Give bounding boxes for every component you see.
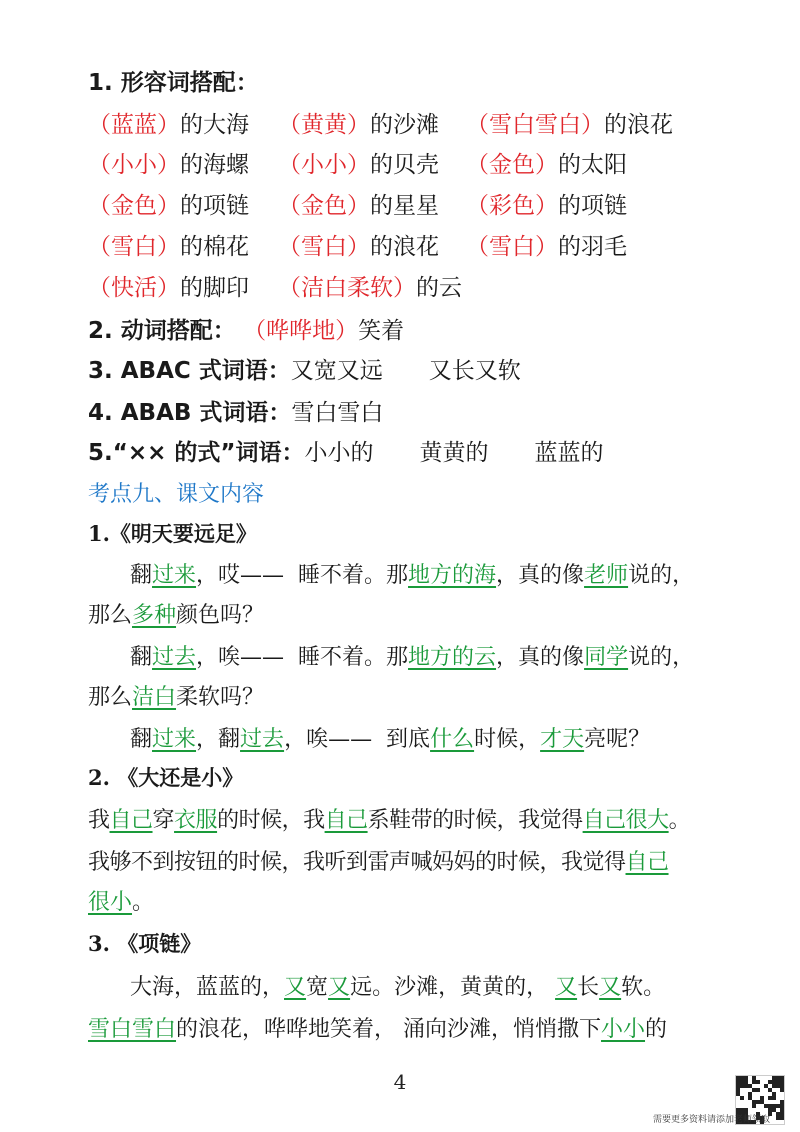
section-abac	[88, 352, 740, 385]
adjective-target: 的云	[416, 275, 462, 301]
lesson2-line1: 我自己穿衣服的时候，我自己系鞋带的时候，我觉得自己很大。	[88, 808, 691, 833]
adjective-target: 的星星	[370, 193, 439, 219]
paren-close: ）	[335, 318, 359, 344]
adjective-pair	[466, 146, 627, 179]
adjective-word: 雪白	[111, 234, 157, 260]
adjective-pair	[466, 106, 673, 139]
adjective-target: 的浪花	[370, 234, 439, 260]
paren-close: ）	[535, 193, 558, 219]
qr-module	[756, 1088, 760, 1092]
qr-module	[780, 1116, 784, 1120]
verb-word: 哗哗地	[266, 318, 336, 344]
adjective-word: 小小	[301, 152, 347, 178]
adjective-word: 金色	[489, 152, 535, 178]
paren-open: （	[278, 193, 301, 219]
adjective-word: 蓝蓝	[111, 112, 157, 138]
adjective-pair	[88, 187, 249, 220]
paren-close: ）	[535, 152, 558, 178]
paren-close: ）	[535, 234, 558, 260]
adjective-word: 金色	[111, 193, 157, 219]
adjective-word: 小小	[111, 152, 157, 178]
paren-close: ）	[347, 152, 370, 178]
adjective-pair	[88, 146, 249, 179]
lesson2-line2: 我够不到按钮的时候，我听到雷声喊妈妈的时候，我觉得自己	[88, 850, 669, 875]
qr-module	[740, 1096, 744, 1100]
lesson3-line2: 雪白雪白的浪花，哗哗地笑着， 涌向沙滩，悄悄撒下小小的	[88, 1017, 668, 1042]
adjective-pair	[88, 228, 249, 261]
section-abab	[88, 394, 740, 427]
paren-close: ）	[157, 152, 180, 178]
paren-open: （	[466, 234, 489, 260]
paren-open: （	[88, 152, 111, 178]
qr-module	[772, 1096, 776, 1100]
adjective-pair	[466, 228, 627, 261]
adjective-word: 快活	[111, 275, 157, 301]
adjective-word: 彩色	[489, 193, 535, 219]
adjective-pair	[278, 187, 439, 220]
paren-close: ）	[157, 234, 180, 260]
lesson1-para3: 翻过来，翻过去，唉—— 到底什么时候，才天亮呢？	[130, 727, 651, 752]
paren-close: ）	[157, 112, 180, 138]
abac-items: 又宽又远 又长又软	[290, 358, 521, 384]
adjective-target: 的项链	[558, 193, 627, 219]
adjective-target: 的太阳	[558, 152, 627, 178]
qr-module	[756, 1080, 760, 1084]
adjective-pair	[278, 228, 439, 261]
paren-open: （	[278, 152, 301, 178]
lesson3-line1: 大海，蓝蓝的，又宽又远。沙滩，黄黄的， 又长又软。	[130, 975, 666, 1000]
section-verb	[88, 312, 740, 345]
adjective-word: 雪白	[301, 234, 347, 260]
lesson1-para1-cont: 那么多种颜色吗？	[88, 603, 265, 628]
adjective-word: 雪白	[489, 234, 535, 260]
section-adjective-title: 1. 形容词搭配：	[88, 70, 259, 96]
lesson2-title: 2. 《大还是小》	[88, 765, 244, 790]
adjective-pair	[278, 146, 439, 179]
adjective-target: 的脚印	[180, 275, 249, 301]
adjective-target: 的海螺	[180, 152, 249, 178]
paren-close: ）	[393, 275, 416, 301]
adjective-target: 的项链	[180, 193, 249, 219]
adjective-target: 的贝壳	[370, 152, 439, 178]
abab-items: 雪白雪白	[291, 400, 384, 426]
paren-open: （	[466, 112, 489, 138]
paren-open: （	[88, 112, 111, 138]
section-abac-title: 3. ABAC 式词语：	[88, 358, 291, 384]
adjective-word: 黄黄	[301, 112, 347, 138]
footer-note: 需要更多资料请添加老师领取	[652, 1115, 770, 1125]
lesson3-title: 3. 《项链》	[88, 931, 202, 956]
qr-module	[752, 1104, 756, 1108]
adjective-pair	[278, 269, 462, 302]
section-abab-title: 4. ABAB 式词语：	[88, 400, 292, 426]
lesson1-para2: 翻过去，唉—— 睡不着。那地方的云，真的像同学说的，	[130, 645, 695, 670]
lesson1-para2-cont: 那么洁白柔软吗？	[88, 685, 265, 710]
paren-open: （	[243, 318, 267, 344]
adjective-pair	[88, 106, 249, 139]
lesson1-para1: 翻过来，哎—— 睡不着。那地方的海，真的像老师说的，	[130, 563, 695, 588]
paren-open: （	[278, 234, 301, 260]
paren-close: ）	[347, 193, 370, 219]
paren-open: （	[278, 112, 301, 138]
section-xx	[88, 434, 740, 467]
adjective-target: 的羽毛	[558, 234, 627, 260]
adjective-word: 金色	[301, 193, 347, 219]
lesson1-title: 1.《明天要远足》	[88, 521, 257, 546]
adjective-pair	[466, 187, 627, 220]
paren-open: （	[466, 152, 489, 178]
paren-open: （	[466, 193, 489, 219]
adjective-pair	[278, 106, 439, 139]
xx-items: 小小的 黄黄的 蓝蓝的	[304, 440, 604, 466]
section-verb-title: 2. 动词搭配：	[88, 318, 236, 344]
qr-module	[780, 1088, 784, 1092]
adjective-target: 的沙滩	[370, 112, 439, 138]
adjective-word: 雪白雪白	[489, 112, 581, 138]
paren-close: ）	[347, 112, 370, 138]
paren-open: （	[278, 275, 301, 301]
adjective-target: 的棉花	[180, 234, 249, 260]
paren-close: ）	[581, 112, 604, 138]
paren-close: ）	[157, 275, 180, 301]
verb-tail: 笑着	[358, 318, 405, 344]
paren-open: （	[88, 193, 111, 219]
paren-close: ）	[157, 193, 180, 219]
page-number: 4	[393, 1070, 407, 1094]
kaodian-heading: 考点九、课文内容	[88, 482, 265, 507]
lesson2-line3: 很小。	[88, 890, 155, 915]
paren-close: ）	[347, 234, 370, 260]
adjective-pair	[88, 269, 249, 302]
paren-open: （	[88, 275, 111, 301]
section-xx-title: 5.“×× 的式”词语：	[88, 440, 305, 466]
adjective-target: 的大海	[180, 112, 249, 138]
adjective-target: 的浪花	[604, 112, 673, 138]
adjective-word: 洁白柔软	[301, 275, 393, 301]
paren-open: （	[88, 234, 111, 260]
